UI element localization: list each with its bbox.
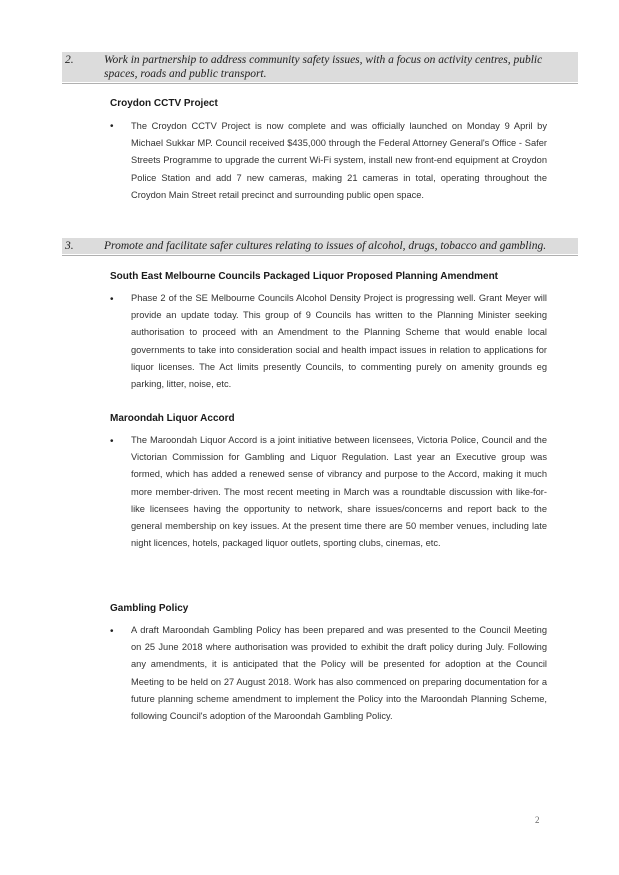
croydon-cctv-heading: Croydon CCTV Project: [110, 98, 218, 109]
liquor-amendment-heading: South East Melbourne Councils Packaged Liquor Proposed Planning Amendment: [110, 271, 499, 282]
gambling-policy-heading: Gambling Policy: [110, 603, 189, 614]
bullet-icon: •: [110, 121, 114, 132]
section-3-title: Promote and facilitate safer cultures relating to issues of alcohol, drugs, tobacco and gambling.: [104, 240, 547, 252]
liquor-accord-paragraph: The Maroondah Liquor Accord is a joint initiative between licensees, Victoria Police, Council and the Victorian Commission for Gambling and Liquor Regulation. Last year an Executive group was formed, which has added a renewed sense of vibrancy and purpose to the Accord, making it much more member-driven. The most recent meeting in March was a roundtable discussion with like-for-like licensees having the opportunity to network, share issues/concerns and report back to the general membership on key issues. At the present time there are 50 member venues, including late night licences, hotels, packaged liquor outlets, sporting clubs, cinemas, etc.: [131, 435, 547, 549]
section-2-divider: [62, 83, 578, 84]
section-3-number: 3.: [65, 240, 74, 252]
liquor-accord-heading: Maroondah Liquor Accord: [110, 413, 235, 424]
liquor-amendment-paragraph: Phase 2 of the SE Melbourne Councils Alcohol Density Project is progressing well. Grant Meyer will provide an update today. This group of 9 Councils has written to the Planning Minister seeking authorisation to proceed with an Amendment to the Planning Scheme that would enable local governments to take into consideration social and health impact issues in relation to applications for liquor licenses. The Act limits presently Councils, to commenting purely on amenity grounds eg parking, litter, noise, etc.: [131, 293, 547, 390]
section-3-divider: [62, 255, 578, 256]
bullet-icon: •: [110, 626, 114, 637]
gambling-policy-paragraph: A draft Maroondah Gambling Policy has been prepared and was presented to the Council Meeting on 25 June 2018 where authorisation was provided to exhibit the draft policy during July. Following any amendments, it is anticipated that the Policy will be presented for adoption at the Council Meeting to be held on 27 August 2018. Work has also commenced on preparing documentation for a future planning scheme amendment to implement the Policy into the Maroondah Planning Scheme, following Council's adoption of the Maroondah Gambling Policy.: [131, 625, 547, 722]
section-2-title: Work in partnership to address community safety issues, with a focus on activity centres, public spaces, roads and public transport.: [104, 54, 543, 80]
section-2-number: 2.: [65, 54, 74, 66]
bullet-icon: •: [110, 436, 114, 447]
section-2-banner: [62, 52, 578, 82]
croydon-cctv-paragraph: The Croydon CCTV Project is now complete and was officially launched on Monday 9 April by Michael Sukkar MP. Council received $435,000 through the Federal Attorney General's Office - Safer Streets Programme to upgrade the current Wi-Fi system, install new front-end equipment at Croydon Police Station and add 7 new cameras, making 21 cameras in total, operating throughout the Croydon Main Street retail precinct and surrounding public open space.: [131, 121, 547, 200]
page-number: 2: [535, 815, 540, 825]
bullet-icon: •: [110, 294, 114, 305]
section-3-banner: [62, 238, 578, 254]
